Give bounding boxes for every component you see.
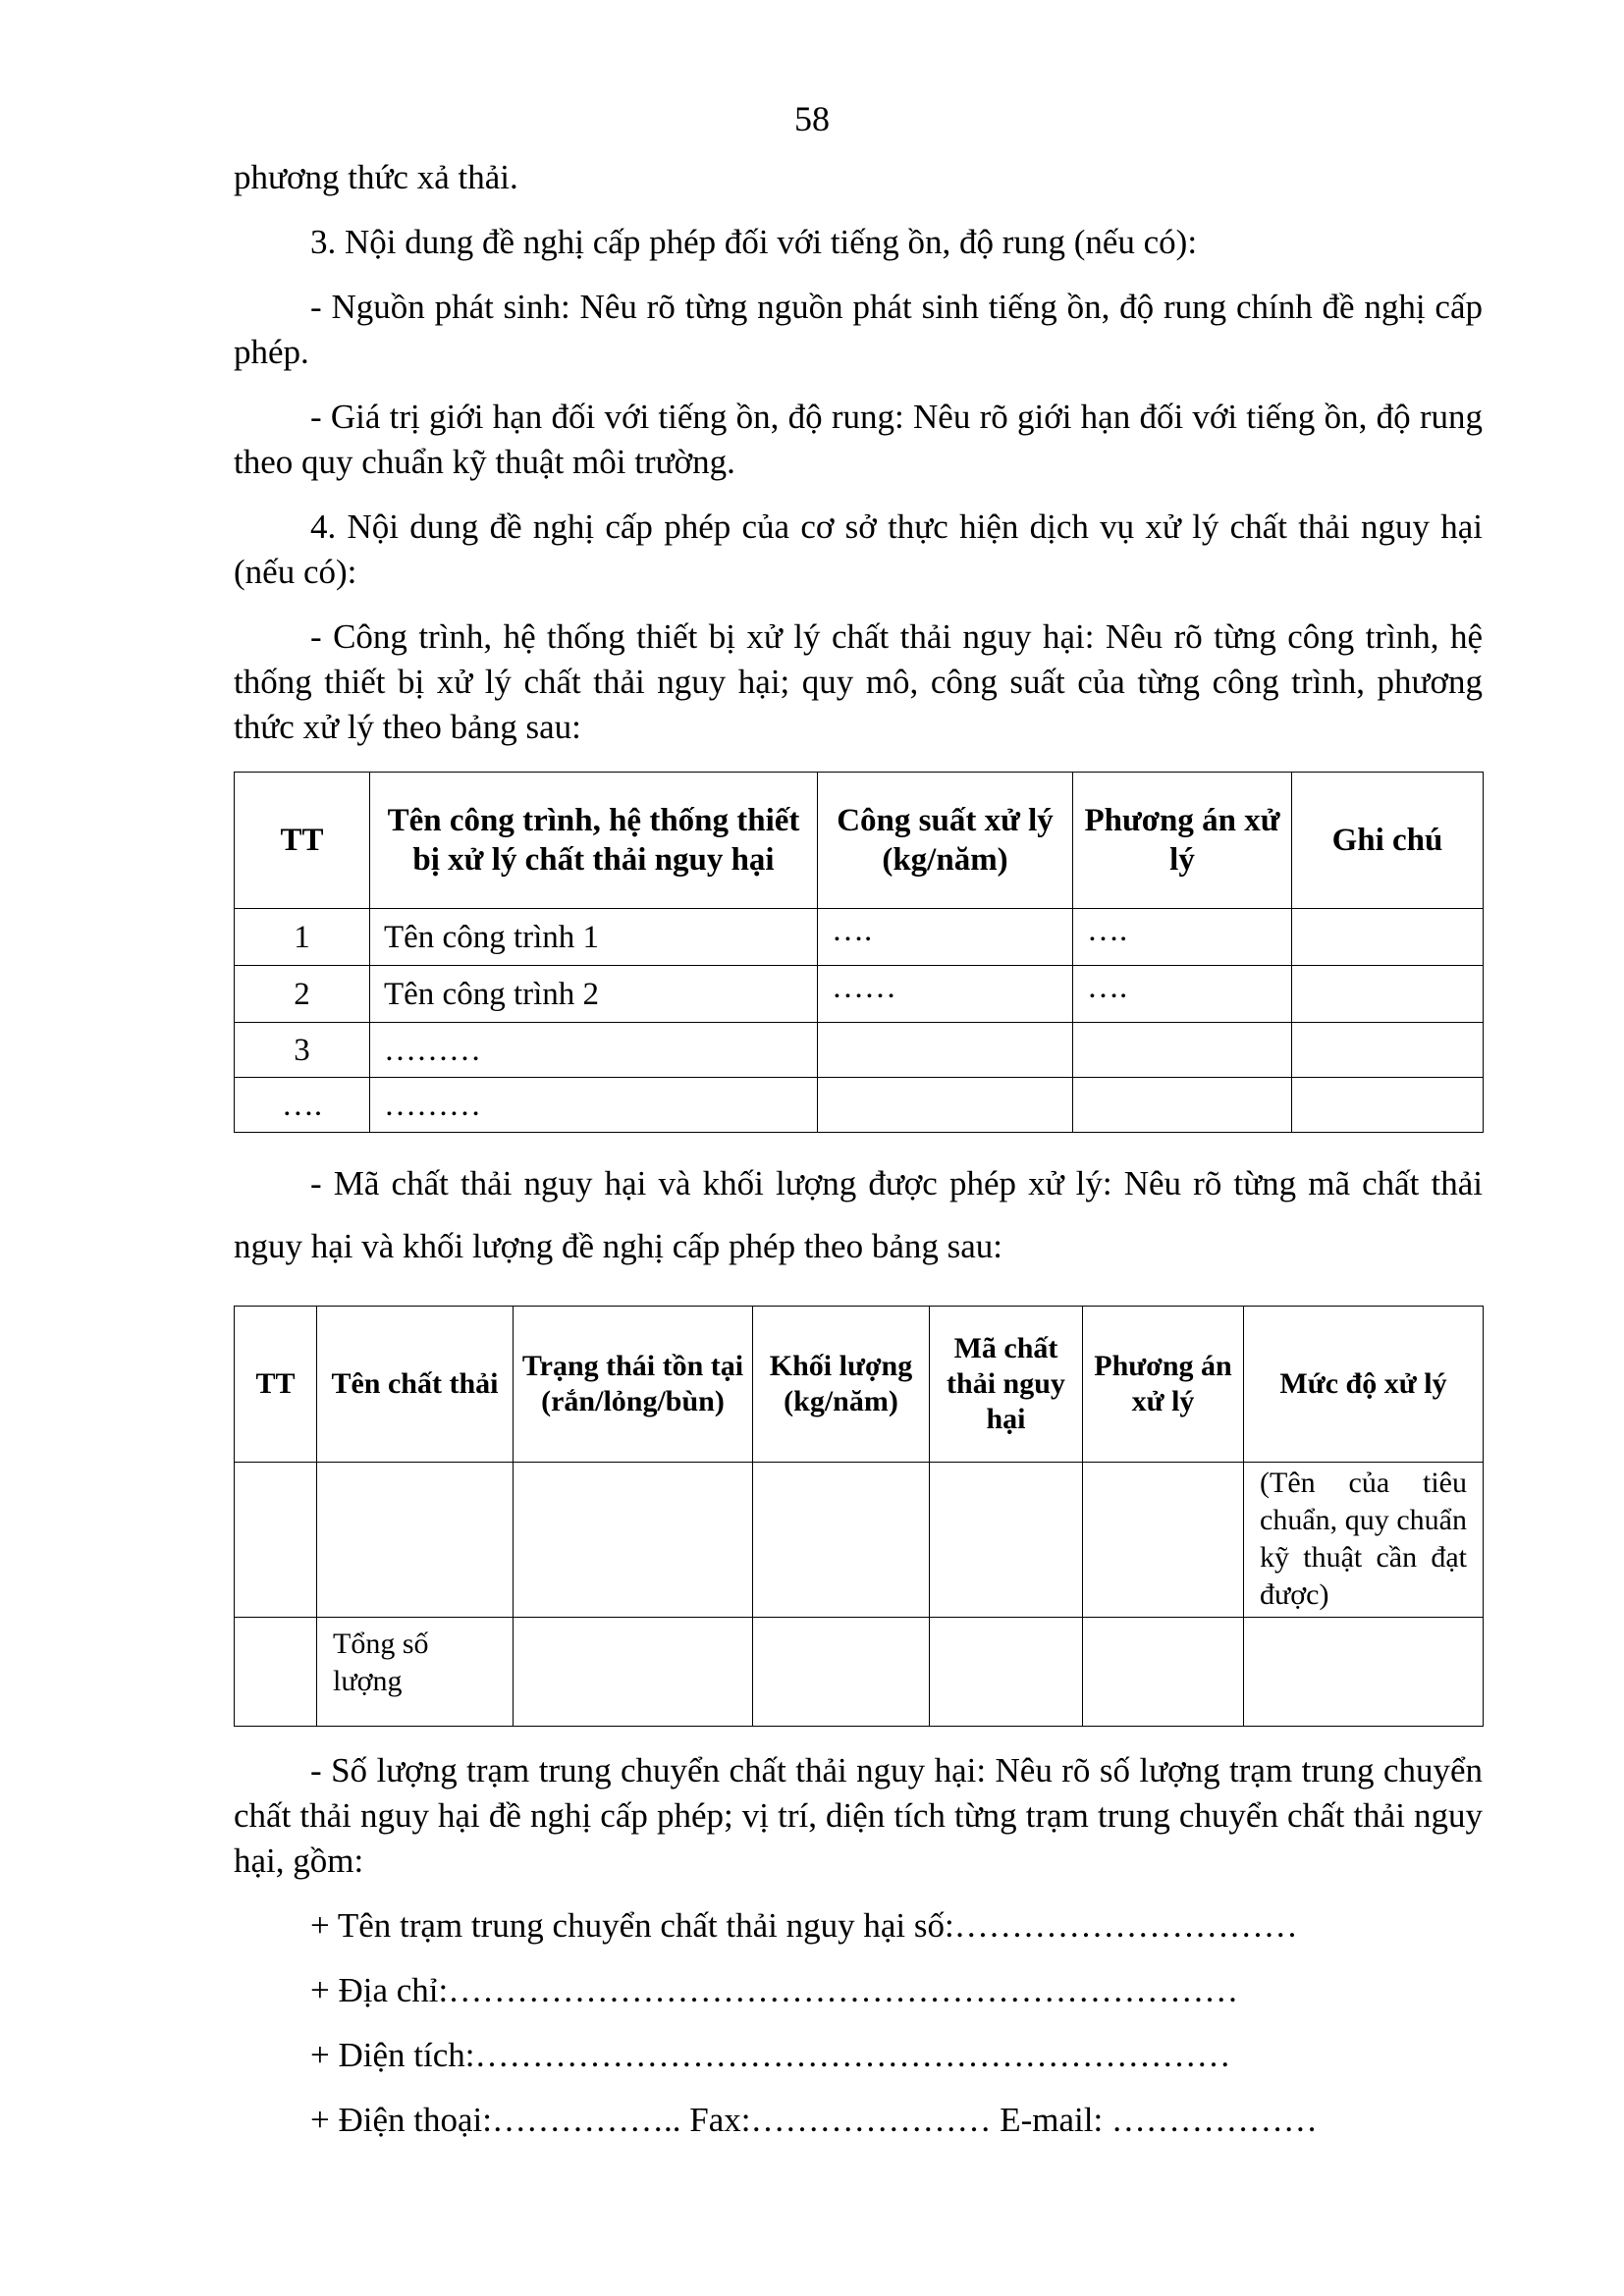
table-cell: …. [1073,966,1292,1023]
table-cell [1073,1078,1292,1133]
table-cell [1292,1078,1484,1133]
table-cell [930,1618,1083,1727]
table-header: Trạng thái tồn tại (rắn/lỏng/bùn) [514,1307,753,1463]
table-row [235,1023,1484,1078]
table-cell [235,1463,317,1618]
table-row-total [235,1618,1484,1727]
table-row [235,966,1484,1023]
table-cell: ……… [370,1078,818,1133]
table-cell [753,1618,930,1727]
table-cell: 3 [235,1023,370,1078]
table-header-row [235,1307,1484,1463]
form-line-station-name: + Tên trạm trung chuyển chất thải nguy hại số:………………………… [310,1906,1298,1945]
table-header: Phương án xử lý [1083,1307,1244,1463]
table-cell: Tên công trình 1 [370,909,818,966]
table-cell [818,1023,1073,1078]
table-cell [753,1463,930,1618]
table-cell [1292,1023,1484,1078]
table-header: Mã chất thải nguy hại [930,1307,1083,1463]
table-cell [317,1463,514,1618]
table-cell: …… [818,966,1073,1023]
table-cell [818,1078,1073,1133]
table-header: Phương án xử lý [1073,773,1292,909]
paragraph-hazardous-heading: 4. Nội dung đề nghị cấp phép của cơ sở thực hiện dịch vụ xử lý chất thải nguy hại (nếu có): [234,507,1483,591]
table-cell [1083,1618,1244,1727]
paragraph-noise-limit: - Giá trị giới hạn đối với tiếng ồn, độ rung: Nêu rõ giới hạn đối với tiếng ồn, độ rung theo quy chuẩn kỹ thuật môi trường. [234,398,1483,481]
table-header: Công suất xử lý (kg/năm) [818,773,1073,909]
table-header: TT [235,1307,317,1463]
table-header: TT [235,773,370,909]
table-cell: 1 [235,909,370,966]
paragraph-transfer-stations: - Số lượng trạm trung chuyển chất thải nguy hại: Nêu rõ số lượng trạm trung chuyển chất thải nguy hại đề nghị cấp phép; vị trí, diện tích từng trạm trung chuyển chất thải nguy hại, gồm: [234,1751,1483,1880]
standard-note-cell: (Tên của tiêu chuẩn, quy chuẩn kỹ thuật cần đạt được) [1244,1463,1484,1618]
table-header: Tên công trình, hệ thống thiết bị xử lý chất thải nguy hại [370,773,818,909]
treatment-works-table [234,772,1484,1133]
form-line-area: + Diện tích:………………………………………………………… [310,2036,1231,2074]
table-cell: …. [818,909,1073,966]
table-header: Khối lượng (kg/năm) [753,1307,930,1463]
table-cell: Tên công trình 2 [370,966,818,1023]
table-cell [235,1618,317,1727]
table-cell [1244,1618,1484,1727]
table-header: Mức độ xử lý [1244,1307,1484,1463]
table-cell [1292,966,1484,1023]
form-line-contact: + Điện thoại:…………….. Fax:………………… E-mail: ……………… [310,2101,1318,2139]
total-label-cell: Tổng số lượng [317,1618,514,1727]
table-cell [1073,1023,1292,1078]
form-line-address: + Địa chỉ:…………………………………………………………… [310,1971,1239,2009]
table-row [235,1078,1484,1133]
table-header: Tên chất thải [317,1307,514,1463]
page-number: 58 [794,99,830,138]
paragraph-waste-codes: - Mã chất thải nguy hại và khối lượng được phép xử lý: Nêu rõ từng mã chất thải nguy hại và khối lượng đề nghị cấp phép theo bảng sau: [234,1164,1483,1265]
paragraph-treatment-works: - Công trình, hệ thống thiết bị xử lý chất thải nguy hại: Nêu rõ từng công trình, hệ thống thiết bị xử lý chất thải nguy hại; quy mô, công suất của từng công trình, phương thức xử lý theo bảng sau: [234,617,1483,746]
table-cell [1083,1463,1244,1618]
hazardous-waste-table [234,1306,1484,1727]
table-cell: ……… [370,1023,818,1078]
paragraph: phương thức xả thải. [234,158,518,196]
table-cell: 2 [235,966,370,1023]
document-body [234,155,1483,2143]
table-row [235,1463,1484,1618]
table-row [235,909,1484,966]
table-header: Ghi chú [1292,773,1484,909]
table-cell [514,1618,753,1727]
table-header-row [235,773,1484,909]
paragraph-noise-heading: 3. Nội dung đề nghị cấp phép đối với tiếng ồn, độ rung (nếu có): [310,223,1198,261]
table-cell: …. [1073,909,1292,966]
table-cell [514,1463,753,1618]
paragraph-noise-source: - Nguồn phát sinh: Nêu rõ từng nguồn phát sinh tiếng ồn, độ rung chính đề nghị cấp phép. [234,288,1483,371]
table-cell [1292,909,1484,966]
table-cell: …. [235,1078,370,1133]
table-cell [930,1463,1083,1618]
